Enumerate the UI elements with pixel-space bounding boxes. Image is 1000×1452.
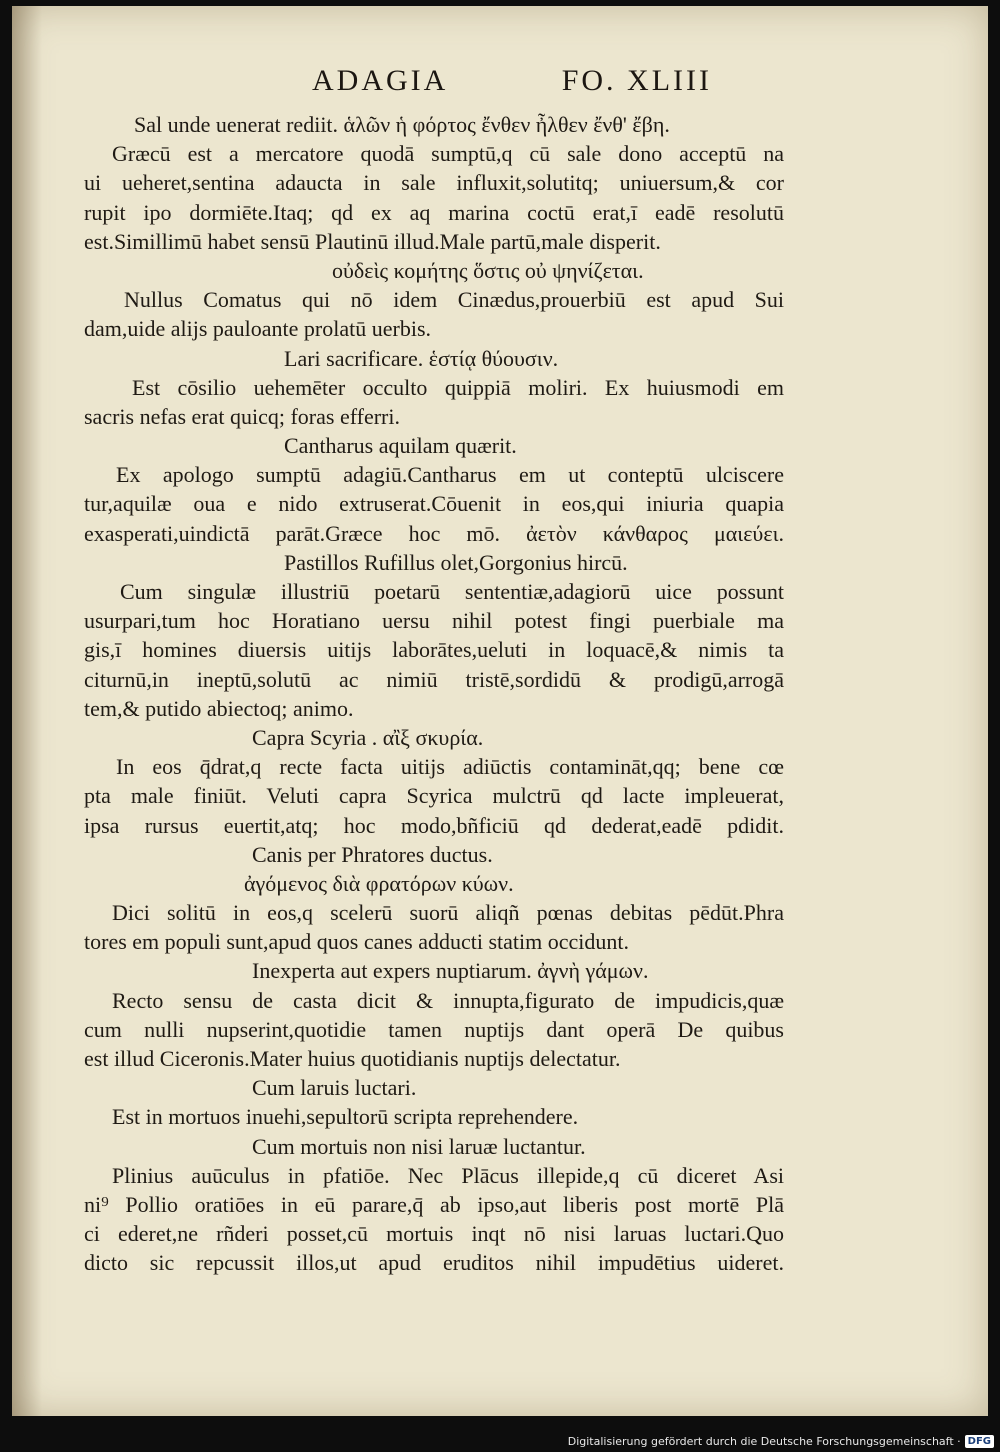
- text-line: citurnū,in ineptū,solutū ac nimiū tristē,sordidū & prodigū,arrogā: [84, 666, 784, 692]
- adage-title-line: Cantharus aquilam quærit.: [284, 433, 517, 459]
- text-line: ni⁹ Pollio oratiōes in eū parare,q̄ ab ipso,aut liberis post mortē Plā: [84, 1191, 784, 1217]
- adage-title-line: οὐδεὶς κομήτης ὅστις οὐ ψηνίζεται.: [332, 257, 644, 283]
- text-line: Cum singulæ illustriū poetarū sententiæ,adagiorū uice possunt: [120, 579, 784, 604]
- text-line: Recto sensu de casta dicit & innupta,figurato de impudicis,quæ: [112, 987, 784, 1013]
- text-line: tem,& putido abiectoq; animo.: [84, 695, 354, 721]
- text-line: est illud Ciceronis.Mater huius quotidianis nuptijs delectatur.: [84, 1046, 621, 1071]
- book-page: [12, 6, 988, 1416]
- text-line: Nullus Comatus qui nō idem Cinædus,prouerbiū est apud Sui: [124, 287, 784, 313]
- running-head-title: ADAGIA: [312, 64, 449, 97]
- text-block: [84, 110, 784, 1278]
- adage-title-line: Canis per Phratores ductus.: [252, 841, 493, 867]
- adage-title-line: Inexperta aut expers nuptiarum. ἀγνὴ γάμων.: [252, 958, 649, 984]
- adage-title-line: Capra Scyria . αἲξ σκυρία.: [252, 724, 484, 750]
- funding-credit: Digitalisierung gefördert durch die Deutsche Forschungsgemeinschaft ·: [567, 1435, 961, 1448]
- dfg-logo-icon: DFG: [965, 1435, 994, 1448]
- adage-title-line: Lari sacrificare. ἑστίᾳ θύουσιν.: [284, 345, 559, 371]
- text-line: sacris nefas erat quicq; foras efferri.: [84, 403, 400, 429]
- text-line: In eos q̄drat,q recte facta uitijs adiūctis contamināt,qq; bene cœ: [116, 754, 784, 780]
- text-line: ipsa rursus euertit,atq; hoc modo,bñficiū qd dederat,eadē pdidit.: [84, 812, 784, 838]
- text-line: pta male finiūt. Veluti capra Scyrica mulctrū qd lacte impleuerat,: [84, 783, 784, 809]
- text-line: ci ederet,ne rñderi posset,cū mortuis inqt nō nisi laruas luctari.Quo: [84, 1221, 784, 1247]
- text-line: Græcū est a mercatore quodā sumptū,q cū sale dono acceptū na: [112, 141, 784, 167]
- text-line: Plinius auūculus in pfatiōe. Nec Plācus illepide,q cū diceret Asi: [112, 1162, 784, 1188]
- text-line: Dici solitū in eos,q scelerū suorū aliqñ pœnas debitas pēdūt.Phra: [112, 900, 784, 926]
- running-head: [312, 64, 712, 98]
- text-line: ui ueheret,sentina adaucta in sale influxit,solutitq; uniuersum,& cor: [84, 170, 784, 196]
- adage-title-line: Cum laruis luctari.: [252, 1075, 417, 1101]
- adage-title-line: Cum mortuis non nisi laruæ luctantur.: [252, 1133, 586, 1159]
- text-line: est.Simillimū habet sensū Plautinū illud.Male partū,male disperit.: [84, 228, 661, 254]
- text-line: tur,aquilæ oua e nido extruserat.Cōuenit in eos,qui iniuria quapia: [84, 491, 784, 517]
- text-line: Est cōsilio uehemēter occulto quippiā moliri. Ex huiusmodi em: [132, 374, 784, 400]
- adage-title-line: Pastillos Rufillus olet,Gorgonius hircū.: [284, 549, 628, 575]
- text-line: cum nulli nupserint,quotidie tamen nuptijs dant operā De quibus: [84, 1016, 784, 1042]
- text-line: Ex apologo sumptū adagiū.Cantharus em ut conteptū ulciscere: [116, 462, 784, 488]
- text-line: exasperati,uindictā parāt.Græce hoc mō. ἀετὸν κάνθαρος μαιεύει.: [84, 520, 784, 546]
- text-line: rupit ipo dormiēte.Itaq; qd ex aq marina coctū erat,ī eadē resolutū: [84, 199, 784, 225]
- digitization-footer: [568, 1435, 994, 1448]
- text-line: gis,ī homines diuersis uitijs laborātes,ueluti in loquacē,& nimis ta: [84, 637, 784, 663]
- text-line: Est in mortuos inuehi,sepultorū scripta reprehendere.: [112, 1104, 579, 1130]
- adage-title-line: ἀγόμενος διὰ φρατόρων κύων.: [244, 870, 514, 896]
- text-line: usurpari,tum hoc Horatiano uersu nihil potest fingi puerbiale ma: [84, 608, 784, 634]
- folio-number: FO. XLIII: [561, 64, 712, 97]
- text-line: Sal unde uenerat rediit. ἁλῶν ἡ φόρτος ἔνθεν ἦλθεν ἔνθ' ἔβη.: [134, 112, 670, 137]
- text-line: dicto sic repcussit illos,ut apud eruditos nihil impudētius uideret.: [84, 1250, 784, 1276]
- text-line: tores em populi sunt,apud quos canes adducti statim occidunt.: [84, 929, 630, 955]
- text-line: dam,uide alijs pauloante prolatū uerbis.: [84, 316, 432, 342]
